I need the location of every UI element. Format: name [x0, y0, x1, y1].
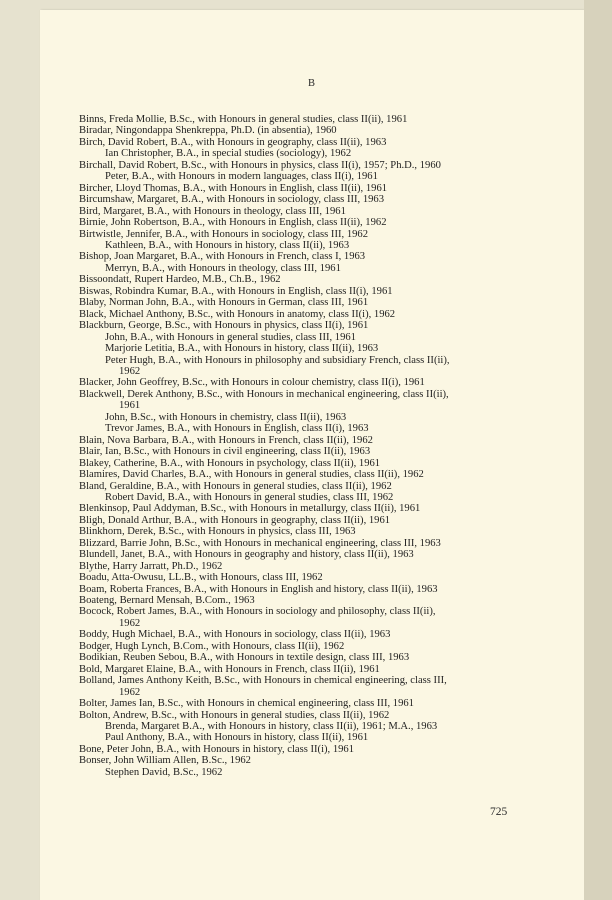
graduate-entry-continuation: Stephen David, B.Sc., 1962 [105, 766, 223, 778]
graduate-entry-continuation: Ian Christopher, B.A., in special studies (sociology), 1962 [105, 148, 352, 160]
graduate-entry: Blizzard, Barrie John, B.Sc., with Honours in mechanical engineering, class III, 1963 [79, 537, 441, 549]
graduate-entry: Bodger, Hugh Lynch, B.Com., with Honours, class II(ii), 1962 [79, 640, 345, 652]
graduate-entry: Blackburn, George, B.Sc., with Honours in physics, class II(i), 1961 [79, 320, 369, 332]
graduate-entry: Boateng, Bernard Mensah, B.Com., 1963 [79, 595, 255, 607]
graduate-entry: Blamires, David Charles, B.A., with Honours in general studies, class II(ii), 1962 [79, 469, 424, 481]
graduate-entry: Biradar, Ningondappa Shenkreppa, Ph.D. (in absentia), 1960 [79, 125, 337, 137]
graduate-entry: Blythe, Harry Jarratt, Ph.D., 1962 [79, 560, 223, 572]
graduate-entry: Blenkinsop, Paul Addyman, B.Sc., with Honours in metallurgy, class II(ii), 1961 [79, 503, 421, 515]
scan-edge [584, 0, 612, 900]
graduate-entry: Blundell, Janet, B.A., with Honours in geography and history, class II(ii), 1963 [79, 549, 414, 561]
graduate-entry-continuation: Marjorie Letitia, B.A., with Honours in history, class II(ii), 1963 [105, 343, 379, 355]
graduate-entry-continuation: John, B.Sc., with Honours in chemistry, class II(ii), 1963 [105, 411, 347, 423]
page-number: 725 [490, 806, 508, 818]
graduate-entry-continuation: Trevor James, B.A., with Honours in English, class II(i), 1963 [105, 423, 369, 435]
graduate-entry: Blacker, John Geoffrey, B.Sc., with Honours in colour chemistry, class II(i), 1961 [79, 377, 425, 389]
graduate-entry: Blakey, Catherine, B.A., with Honours in psychology, class II(ii), 1961 [79, 457, 381, 469]
graduate-list [79, 114, 509, 778]
graduate-entry: Bold, Margaret Elaine, B.A., with Honours in French, class II(ii), 1961 [79, 663, 380, 675]
graduate-entry-continuation: Brenda, Margaret B.A., with Honours in history, class II(ii), 1961; M.A., 1963 [105, 721, 438, 733]
graduate-entry: Boddy, Hugh Michael, B.A., with Honours in sociology, class II(ii), 1963 [79, 629, 391, 641]
graduate-entry-continuation: 1961 [119, 400, 141, 412]
graduate-entry: Bone, Peter John, B.A., with Honours in history, class II(i), 1961 [79, 743, 355, 755]
graduate-entry-continuation: Kathleen, B.A., with Honours in history, class II(ii), 1963 [105, 239, 350, 251]
graduate-entry-continuation: John, B.A., with Honours in general studies, class III, 1961 [105, 331, 356, 343]
graduate-entry-continuation: 1962 [119, 617, 141, 629]
graduate-entry: Birtwistle, Jennifer, B.A., with Honours in sociology, class III, 1962 [79, 228, 369, 240]
graduate-entry-continuation: Robert David, B.A., with Honours in general studies, class III, 1962 [105, 491, 394, 503]
graduate-entry: Bolton, Andrew, B.Sc., with Honours in general studies, class II(ii), 1962 [79, 709, 390, 721]
graduate-entry: Bland, Geraldine, B.A., with Honours in general studies, class II(ii), 1962 [79, 480, 392, 492]
graduate-entry: Biswas, Robindra Kumar, B.A., with Honours in English, class II(i), 1961 [79, 285, 393, 297]
graduate-entry-continuation: 1962 [119, 686, 141, 698]
graduate-entry: Blain, Nova Barbara, B.A., with Honours in French, class II(ii), 1962 [79, 434, 373, 446]
graduate-entry: Birnie, John Robertson, B.A., with Honours in English, class II(ii), 1962 [79, 217, 387, 229]
graduate-entry: Bolter, James Ian, B.Sc., with Honours in chemical engineering, class III, 1961 [79, 698, 414, 710]
graduate-entry-continuation: Merryn, B.A., with Honours in theology, class III, 1961 [105, 262, 341, 274]
graduate-entry: Boadu, Atta-Owusu, LL.B., with Honours, class III, 1962 [79, 572, 323, 584]
graduate-entry: Boam, Roberta Frances, B.A., with Honours in English and history, class II(ii), 1963 [79, 583, 438, 595]
graduate-entry-continuation: Paul Anthony, B.A., with Honours in history, class II(ii), 1961 [105, 732, 369, 744]
graduate-entry: Bissoondatt, Rupert Hardeo, M.B., Ch.B., 1962 [79, 274, 281, 286]
graduate-entry: Binns, Freda Mollie, B.Sc., with Honours in general studies, class II(ii), 1961 [79, 114, 408, 125]
graduate-entry-continuation: Peter, B.A., with Honours in modern languages, class II(i), 1961 [105, 171, 378, 183]
graduate-entry-continuation: 1962 [119, 365, 141, 377]
graduate-entry: Bolland, James Anthony Keith, B.Sc., with Honours in chemical engineering, class III, [79, 675, 447, 687]
graduate-entry: Blair, Ian, B.Sc., with Honours in civil engineering, class II(ii), 1963 [79, 446, 371, 458]
graduate-entry: Blinkhorn, Derek, B.Sc., with Honours in physics, class III, 1963 [79, 526, 356, 538]
graduate-entry: Birch, David Robert, B.A., with Honours in geography, class II(ii), 1963 [79, 136, 387, 148]
graduate-entry: Black, Michael Anthony, B.Sc., with Honours in anatomy, class II(i), 1962 [79, 308, 396, 320]
graduate-entry: Bodikian, Reuben Sebou, B.A., with Honours in textile design, class III, 1963 [79, 652, 410, 664]
graduate-entry: Blaby, Norman John, B.A., with Honours in German, class III, 1961 [79, 297, 369, 309]
graduate-entry: Bligh, Donald Arthur, B.A., with Honours in geography, class II(ii), 1961 [79, 514, 391, 526]
graduate-entry: Bird, Margaret, B.A., with Honours in theology, class III, 1961 [79, 205, 346, 217]
graduate-entry: Bonser, John William Allen, B.Sc., 1962 [79, 755, 251, 767]
graduate-entry-continuation: Peter Hugh, B.A., with Honours in philosophy and subsidiary French, class II(ii), [105, 354, 450, 366]
graduate-entry: Bocock, Robert James, B.A., with Honours in sociology and philosophy, class II(ii), [79, 606, 436, 618]
graduate-entry: Bishop, Joan Margaret, B.A., with Honours in French, class I, 1963 [79, 251, 366, 263]
section-letter-heading: B [307, 78, 316, 89]
graduate-entry: Bircumshaw, Margaret, B.A., with Honours in sociology, class III, 1963 [79, 194, 385, 206]
graduate-entry: Blackwell, Derek Anthony, B.Sc., with Honours in mechanical engineering, class II(ii), [79, 388, 449, 400]
graduate-entry: Birchall, David Robert, B.Sc., with Honours in physics, class II(i), 1957; Ph.D., 1960 [79, 159, 441, 171]
graduate-entry: Bircher, Lloyd Thomas, B.A., with Honours in English, class II(ii), 1961 [79, 182, 388, 194]
